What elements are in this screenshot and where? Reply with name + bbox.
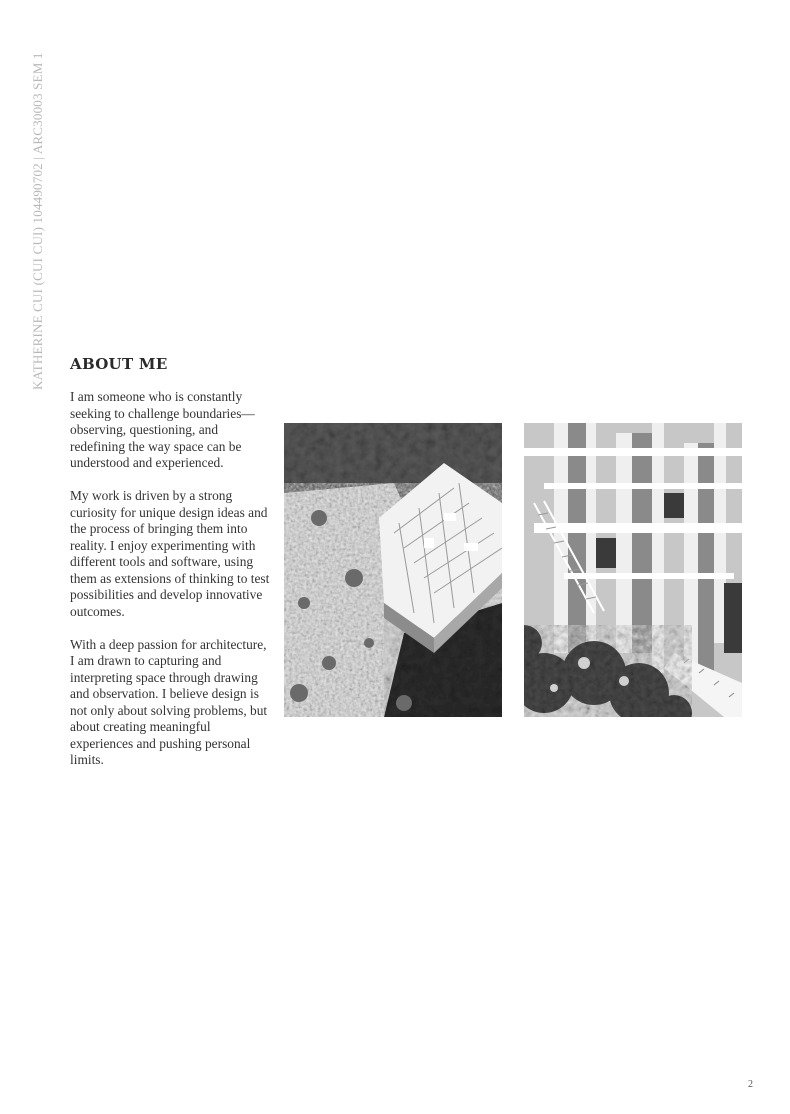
about-text (70, 389, 270, 785)
facade-render-image (524, 423, 742, 717)
aerial-architecture-render-icon (284, 423, 502, 717)
side-label: KATHERINE CUI (CUI CUI) 104490702 | ARC30003 SEM 1 (30, 52, 45, 390)
paragraph: I am someone who is constantly seeking to challenge boundaries—observing, questioning, and redefining the way space can be understood and experienced. (70, 389, 255, 470)
page-number: 2 (748, 1079, 753, 1090)
section-heading: ABOUT ME (70, 355, 168, 373)
aerial-render-image (284, 423, 502, 717)
facade-stair-render-icon (524, 423, 742, 717)
paragraph: My work is driven by a strong curiosity for unique design ideas and the process of bringing them into reality. I enjoy experimenting with different tools and software, using them as extensions of thinking to test possibilities and develop innovative outcomes. (70, 488, 270, 619)
paragraph: With a deep passion for architecture, I am drawn to capturing and interpreting space through drawing and observation. I believe design is not only about solving problems, but about creating meaningful experiences and pushing personal limits. (70, 636, 268, 767)
